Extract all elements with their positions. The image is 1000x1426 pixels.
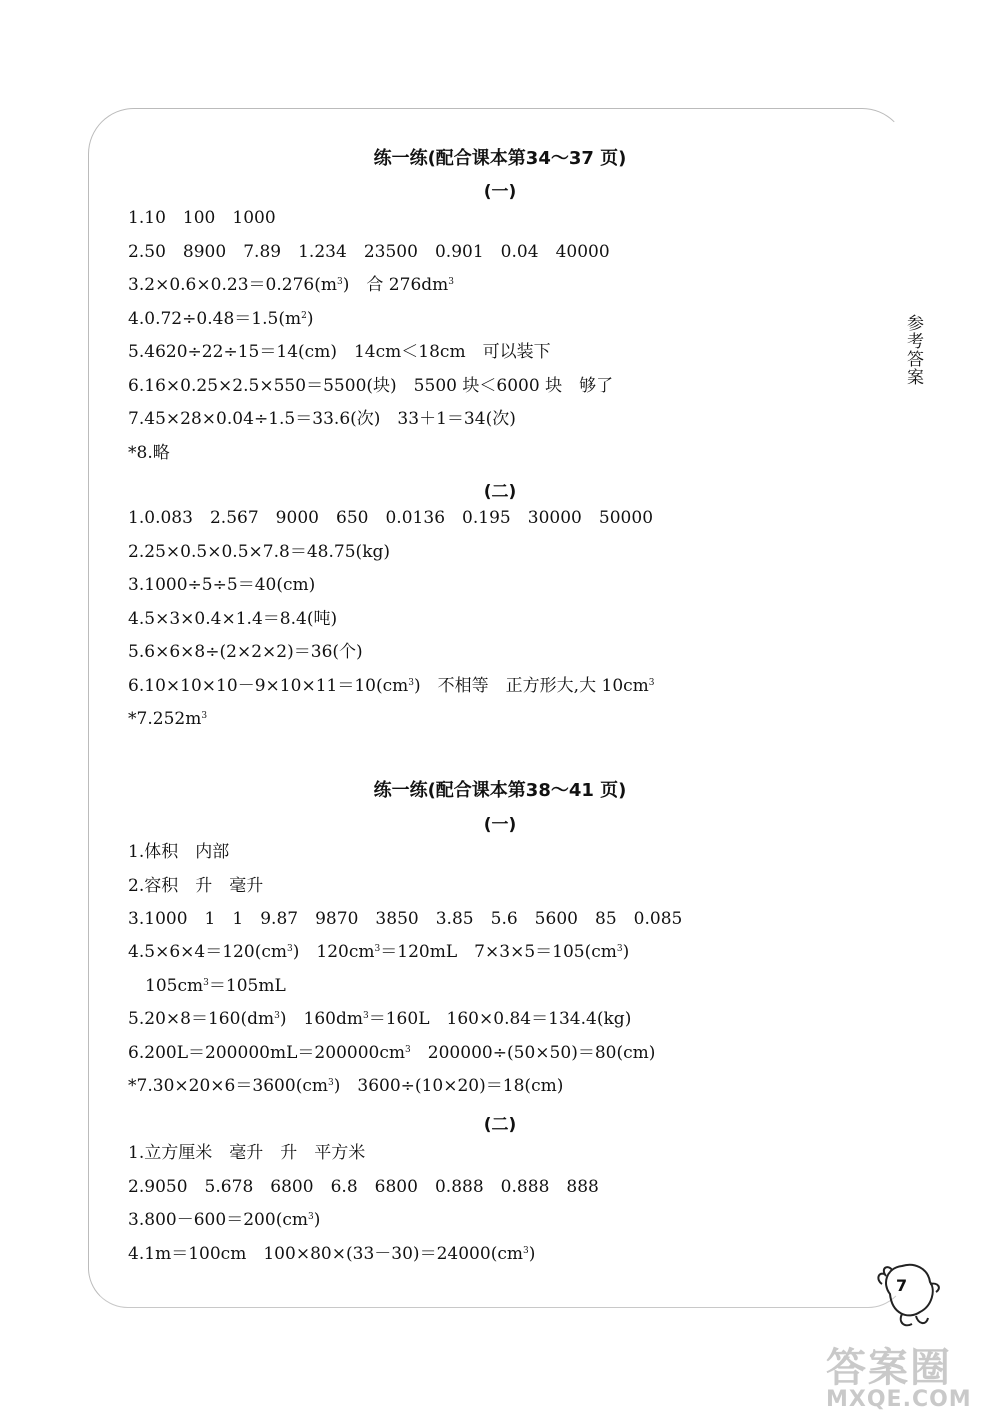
answer-line: $3.800-600=200(cm^3)$ [128, 1210, 321, 1230]
part-label: (二) [483, 1115, 517, 1135]
part-label: (一) [483, 815, 517, 835]
watermark-sub: MXQE.COM [826, 1387, 972, 1412]
answer-line: $6.10\times 10\times 10-9\times 10\times 11=10(cm^3)$ 不相等 正方形大,大 $10cm^3$ [128, 676, 655, 696]
answer-line: 5.4620÷22÷15＝14(cm) 14cm＜18cm 可以装下 [128, 342, 551, 362]
answer-line: 6.16×0.25×2.5×550＝5500(块) 5500 块＜6000 块 够了 [128, 376, 614, 396]
answer-line: 1.0.083 2.567 9000 650 0.0136 0.195 30000 50000 [128, 508, 654, 528]
answer-line: $5.20\times 8=160(dm^3)$ $160dm^3=160L$ 160×0.84＝134.4(kg) [128, 1009, 632, 1029]
section-title: 练一练(配合课本第34～37 页) [373, 148, 627, 169]
part-label: (二) [483, 482, 517, 502]
answer-line: *8.略 [128, 443, 170, 463]
watermark [826, 1336, 986, 1412]
side-tab-label: 参考答案 [903, 314, 923, 386]
answer-line: 3.1000 1 1 9.87 9870 3850 3.85 5.6 5600 85 0.085 [128, 909, 683, 929]
part-label: (一) [483, 182, 517, 202]
answer-line: 3.1000÷5÷5＝40(cm) [128, 575, 316, 595]
answer-line: 7.45×28×0.04÷1.5＝33.6(次) 33＋1＝34(次) [128, 409, 516, 429]
answer-line: 2.容积 升 毫升 [128, 876, 264, 896]
bird-mascot-icon [872, 1254, 952, 1334]
answer-line: 4.5×3×0.4×1.4＝8.4(吨) [128, 609, 338, 629]
answer-line: 1.体积 内部 [128, 842, 230, 862]
answer-line: $4.0.72\div 0.48=1.5(m^2)$ [128, 309, 314, 329]
answer-line: $4.5\times 6\times 4=120(cm^3)$ $120cm^3=120mL$ $7\times 3\times 5=105(cm^3)$ [128, 942, 630, 962]
page-number: 7 [896, 1276, 908, 1295]
answer-line: $6.200L=200000mL=200000cm^3$ 200000÷(50×50)＝80(cm) [128, 1043, 656, 1063]
answer-line: 5.6×6×8÷(2×2×2)＝36(个) [128, 642, 363, 662]
section-title: 练一练(配合课本第38～41 页) [373, 780, 627, 801]
answer-line: $105cm^3=105mL$ [145, 976, 286, 996]
answer-line: 1.立方厘米 毫升 升 平方米 [128, 1143, 366, 1163]
answer-line: 2.25×0.5×0.5×7.8＝48.75(kg) [128, 542, 391, 562]
answer-line: 1.10 100 1000 [128, 208, 276, 228]
answer-line: $*7.252m^3$ [128, 709, 208, 729]
answer-line: $3.2\times 0.6\times 0.23=0.276(m^3)$ 合 $276dm^3$ [128, 275, 455, 295]
watermark-main: 答案圈 [826, 1345, 952, 1391]
answer-line: 2.50 8900 7.89 1.234 23500 0.901 0.04 40000 [128, 242, 610, 262]
answer-line: 2.9050 5.678 6800 6.8 6800 0.888 0.888 888 [128, 1177, 599, 1197]
answer-line: 4.1m＝100cm $100\times 80\times(33-30)=24000(cm^3)$ [128, 1244, 536, 1264]
answer-line: $*7.30\times 20\times 6=3600(cm^3)$ 3600÷(10×20)＝18(cm) [128, 1076, 564, 1096]
